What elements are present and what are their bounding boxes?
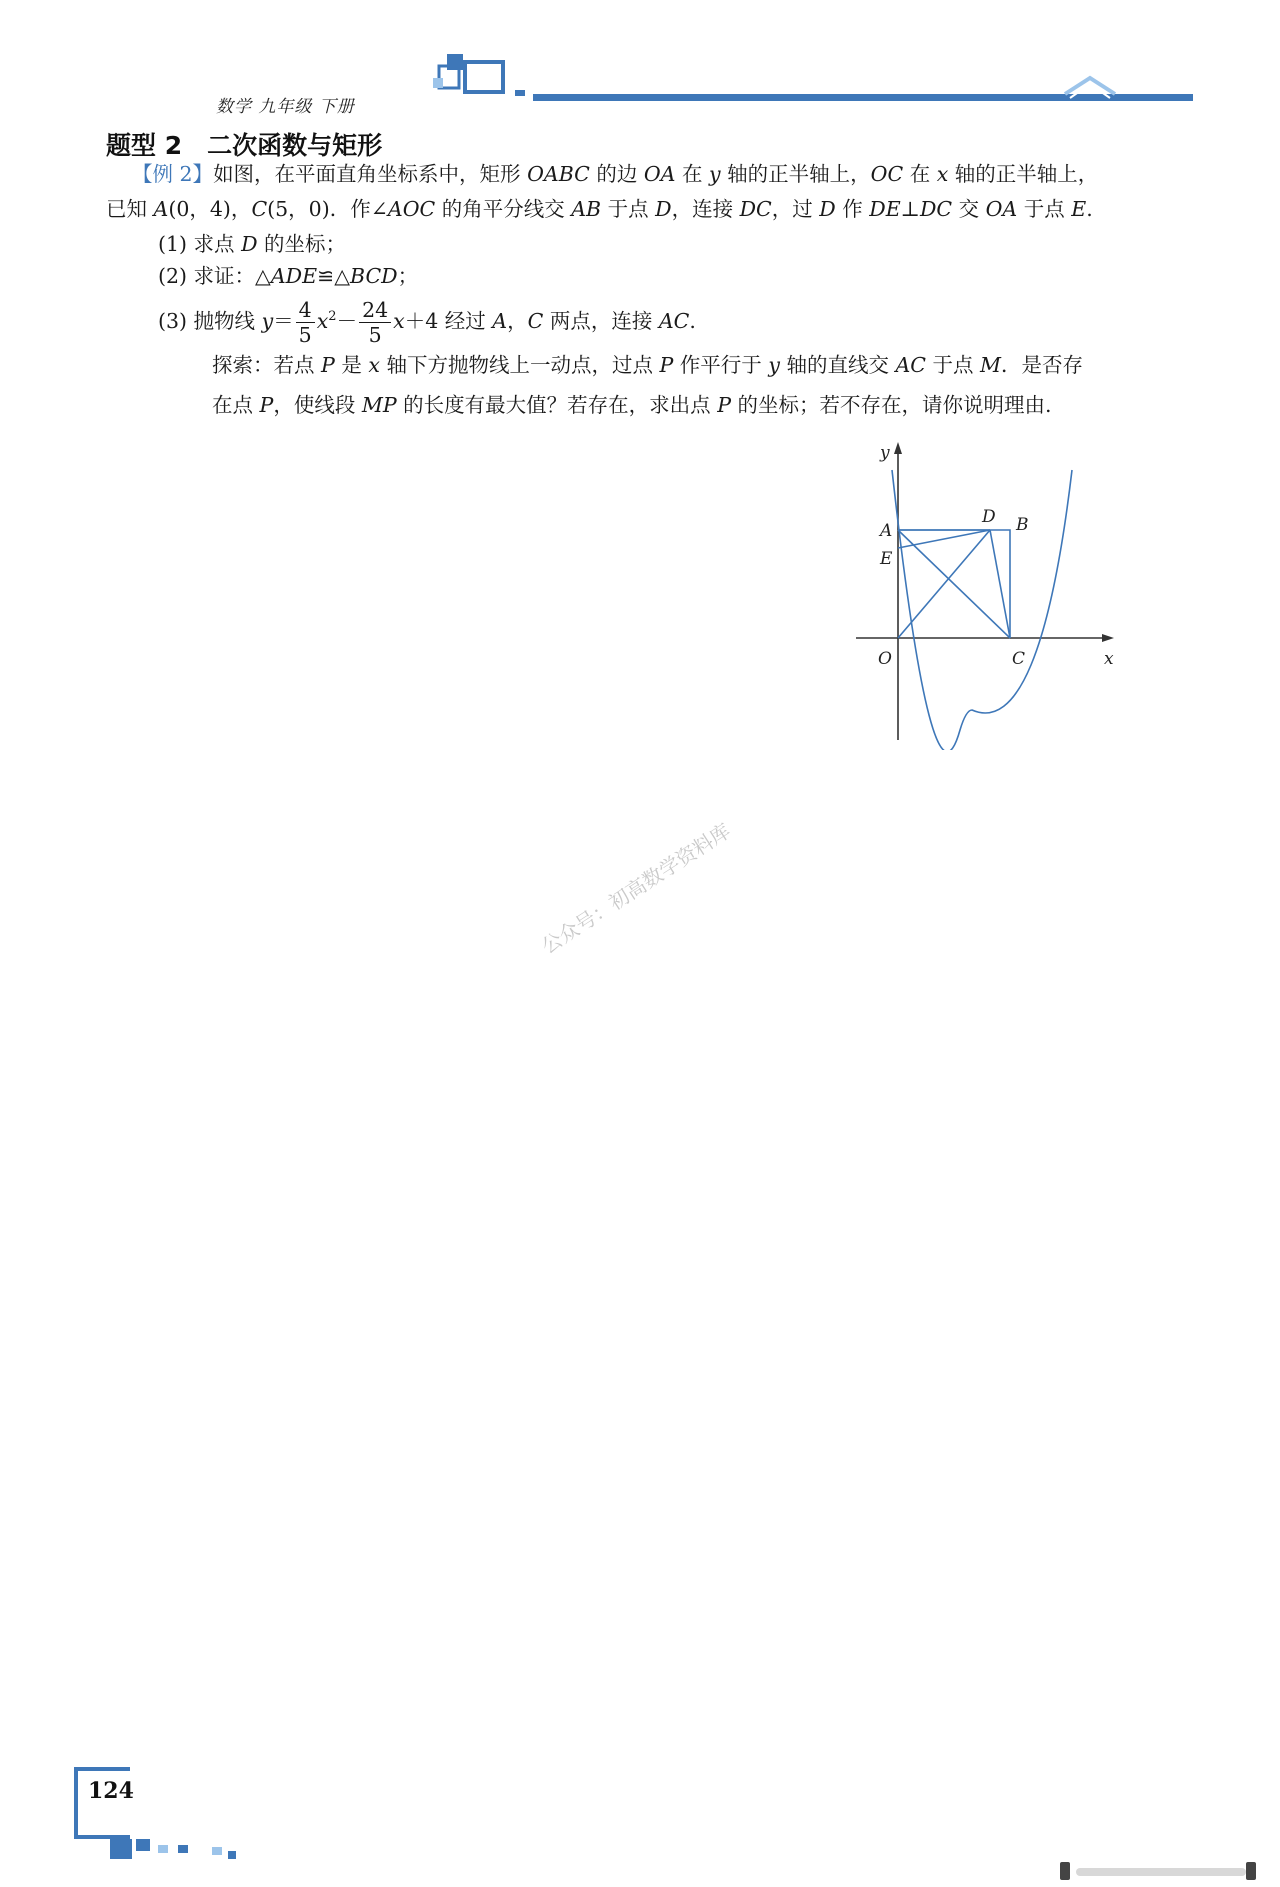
- text: 的长度有最大值？若存在，求出点: [396, 393, 718, 417]
- text: 在: [903, 162, 937, 186]
- var: x: [393, 309, 405, 333]
- var: C: [527, 309, 544, 333]
- text: ，使线段: [273, 393, 362, 417]
- text: 的边: [589, 162, 644, 186]
- var: OABC: [527, 162, 590, 186]
- var: D: [819, 197, 836, 221]
- text: 的坐标；: [257, 232, 347, 256]
- text: ，过: [771, 197, 820, 221]
- label-y: y: [880, 443, 890, 463]
- exponent: 2: [328, 309, 337, 325]
- text: 的角平分线交: [435, 197, 572, 221]
- label-c: C: [1012, 649, 1026, 669]
- var: OA: [985, 197, 1018, 221]
- var: P: [659, 353, 674, 377]
- fraction-numerator: 24: [359, 298, 391, 323]
- text: 轴的正半轴上，: [720, 162, 871, 186]
- var: x: [316, 309, 329, 333]
- text: －: [336, 309, 358, 333]
- var: ADE: [270, 264, 318, 288]
- text: 轴的正半轴上，: [948, 162, 1099, 186]
- var: C: [251, 197, 268, 221]
- var: AC: [658, 309, 690, 333]
- var: AOC: [387, 197, 436, 221]
- page-number: 124: [88, 1778, 134, 1804]
- geometry-figure: [840, 440, 1120, 750]
- var: MP: [361, 393, 397, 417]
- text: (3) 抛物线: [158, 309, 262, 333]
- text: ，连接: [671, 197, 740, 221]
- text: 于点: [1017, 197, 1072, 221]
- text: 在: [675, 162, 710, 186]
- text: ．是否存: [1001, 353, 1084, 377]
- text: 两点，连接: [543, 309, 659, 333]
- text: 如图，在平面直角坐标系中，矩形: [213, 162, 528, 186]
- var: OC: [870, 162, 904, 186]
- header-subject: 数学 九年级 下册: [216, 97, 355, 117]
- fraction-numerator: 4: [296, 298, 315, 323]
- var: y: [261, 309, 274, 333]
- var: y: [768, 353, 780, 377]
- fraction-denominator: 5: [298, 323, 312, 347]
- var: E: [1071, 197, 1087, 221]
- text: ；: [397, 264, 419, 288]
- text: (2) 求证：△: [158, 264, 271, 288]
- fraction-denominator: 5: [368, 323, 382, 347]
- explore-line-1: [212, 347, 1083, 383]
- var: A: [492, 309, 508, 333]
- text: (0，4)，: [168, 197, 252, 221]
- watermark: 公众号：初高数学资料库: [537, 818, 735, 959]
- var: A: [153, 197, 169, 221]
- text: 的坐标；若不存在，请你说明理由.: [731, 393, 1052, 417]
- label-o: O: [878, 649, 892, 669]
- text: 探索：若点: [212, 353, 322, 377]
- text: .: [689, 309, 696, 333]
- var: DC: [919, 197, 953, 221]
- question-3: [158, 298, 696, 347]
- text: 交: [952, 197, 986, 221]
- var: BCD: [350, 264, 398, 288]
- question-2: [158, 258, 418, 294]
- var: AC: [895, 353, 926, 377]
- text: ＝: [273, 309, 294, 333]
- var: x: [936, 162, 949, 186]
- label-x: x: [1104, 649, 1114, 669]
- fraction-1: [296, 298, 315, 347]
- section-title: 题型 2 二次函数与矩形: [106, 131, 383, 160]
- question-1: [158, 226, 346, 262]
- var: x: [368, 353, 380, 377]
- var: DC: [739, 197, 772, 221]
- var: y: [709, 162, 721, 186]
- y-axis-arrow: [894, 442, 902, 454]
- example-line-2: [106, 191, 1093, 227]
- text: (5，0)．作∠: [267, 197, 388, 221]
- label-d: D: [982, 507, 996, 527]
- var: P: [321, 353, 335, 377]
- text: ⊥: [900, 197, 920, 221]
- fraction-2: [359, 298, 391, 347]
- text: 作平行于: [673, 353, 769, 377]
- text: ＋4 经过: [404, 309, 493, 333]
- text: 已知: [106, 197, 154, 221]
- text: 是: [334, 353, 369, 377]
- var: D: [241, 232, 258, 256]
- var: P: [717, 393, 731, 417]
- text: ≌△: [317, 264, 350, 288]
- text: 作: [835, 197, 870, 221]
- text: 在点: [212, 393, 260, 417]
- text: 于点: [601, 197, 656, 221]
- text: ，: [507, 309, 528, 333]
- text: 于点: [925, 353, 981, 377]
- text: 轴的直线交: [779, 353, 896, 377]
- example-label: 【例 2】: [132, 162, 214, 186]
- var: D: [655, 197, 672, 221]
- var: P: [259, 393, 274, 417]
- var: M: [980, 353, 1002, 377]
- var: DE: [869, 197, 901, 221]
- bottom-bar: [1060, 1860, 1260, 1882]
- var: OA: [643, 162, 676, 186]
- label-e: E: [880, 549, 893, 569]
- x-axis-arrow: [1102, 634, 1114, 642]
- text: (1) 求点: [158, 232, 242, 256]
- var: AB: [571, 197, 602, 221]
- label-a: A: [880, 521, 893, 541]
- text: 轴下方抛物线上一动点，过点: [379, 353, 660, 377]
- label-b: B: [1016, 515, 1029, 535]
- example-line-1: [132, 156, 1098, 192]
- explore-line-2: [212, 387, 1052, 423]
- text: .: [1086, 197, 1093, 221]
- header-decoration: [425, 48, 1195, 108]
